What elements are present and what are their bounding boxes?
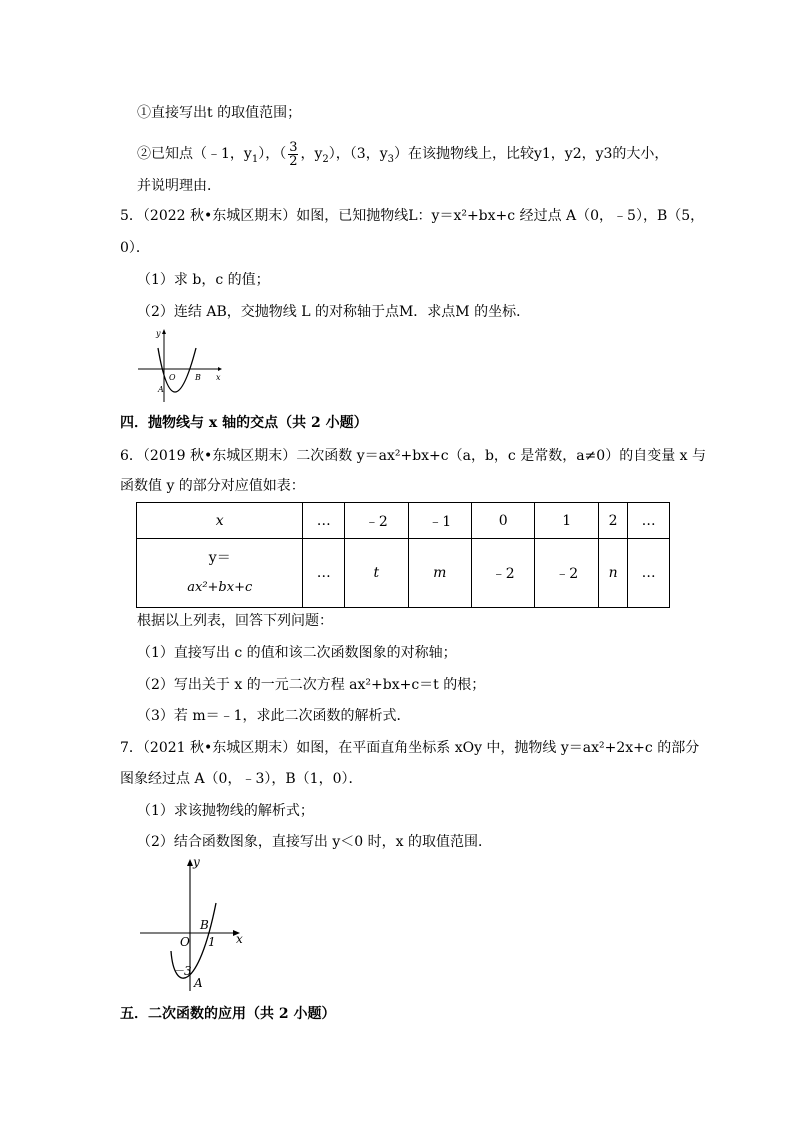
table-head-cell [137,539,303,608]
table-cell: 0 [472,503,535,539]
table-cell: … [303,503,345,539]
q6-part3: （3）若 m＝﹣1，求此二次函数的解析式． [137,708,411,724]
table-cell: m [408,539,471,608]
table-cell: x [137,503,303,539]
table-cell: 2 [598,503,627,539]
q5-line2: 0）． [120,240,150,256]
q6-line2: 函数值 y 的部分对应值如表： [120,478,305,494]
q6-value-table [136,502,670,608]
q4-part2 [137,136,668,172]
table-row [137,503,670,539]
q5-label-x: x [216,373,221,382]
q4-part2-mid2: ，y [300,146,323,162]
table-cell: 1 [535,503,598,539]
q7-line1: 7．（2021 秋•东城区期末）如图，在平面直角坐标系 xOy 中，抛物线 y＝ax²+2x+c 的部分 [120,740,700,756]
q7-part1: （1）求该抛物线的解析式； [137,803,314,819]
q5-part2: （2）连结 AB，交抛物线 L 的对称轴于点M．求点M 的坐标． [137,304,531,320]
q7-label-o: O [180,935,190,949]
q7-label-x: x [236,932,243,946]
q5-label-o: O [169,373,176,382]
q5-y-arrow [162,329,166,334]
table-cell: … [303,539,345,608]
q7-line2: 图象经过点 A（0，﹣3），B（1，0）． [120,771,363,787]
q4-frac-num: 3 [289,139,298,155]
q7-part2: （2）结合函数图象，直接写出 y＜0 时，x 的取值范围． [137,834,492,850]
q6-line1: 6．（2019 秋•东城区期末）二次函数 y＝ax²+bx+c（a，b，c 是常数，a≠0）的自变量 x 与 [120,448,706,464]
q4-y1-sub: 1 [251,153,259,165]
q4-y3-sub: 3 [387,153,394,165]
q7-label-neg3: －3 [172,964,192,978]
table-cell: ﹣2 [345,503,408,539]
q5-label-b: B [195,373,201,382]
table-cell: ﹣2 [535,539,598,608]
table-cell: … [628,503,670,539]
row2-head-line1: y＝ [208,550,231,566]
q5-label-a: A [158,385,164,394]
q4-part2-mid1: ），（ [258,146,287,162]
q4-fraction [288,141,298,168]
table-cell: ﹣1 [408,503,471,539]
q4-part2-cont: 并说明理由． [137,178,221,194]
q4-part2-end: ）在该抛物线上，比较y1，y2，y3的大小， [393,146,669,162]
q6-after: 根据以上列表，回答下列问题： [137,613,333,629]
q6-part1: （1）直接写出 c 的值和该二次函数图象的对称轴； [137,645,457,661]
table-row [137,539,670,608]
section5-title: 五．二次函数的应用（共 2 小题） [120,1006,336,1022]
q5-part1: （1）求 b，c 的值； [137,272,270,288]
q5-label-y: y [156,329,161,338]
row2-head-line2: ax²+bx+c [187,580,253,595]
q4-part2-pre: ②已知点（﹣1，y [137,146,252,162]
q4-frac-den: 2 [289,153,298,169]
q5-line1: 5．（2022 秋•东城区期末）如图，已知抛物线L：y＝x²+bx+c 经过点 A（0，﹣5），B（5， [120,208,705,224]
q7-figure [138,853,253,993]
section4-title: 四．抛物线与 x 轴的交点（共 2 小题） [120,415,368,431]
q7-label-a: A [194,976,203,990]
table-cell: ﹣2 [472,539,535,608]
table-cell: t [345,539,408,608]
q5-x-arrow [218,367,222,371]
q4-part1: ①直接写出t 的取值范围； [137,105,302,121]
table-cell: … [628,539,670,608]
q5-figure [138,326,228,404]
q7-label-one: 1 [208,935,216,949]
table-cell: n [598,539,627,608]
q6-part2: （2）写出关于 x 的一元二次方程 ax²+bx+c＝t 的根； [137,677,486,693]
q4-y2-sub: 2 [322,153,329,165]
q4-part2-mid3: ），（3，y [328,146,388,162]
q7-label-y: y [193,855,200,869]
q7-label-b: B [200,918,209,932]
